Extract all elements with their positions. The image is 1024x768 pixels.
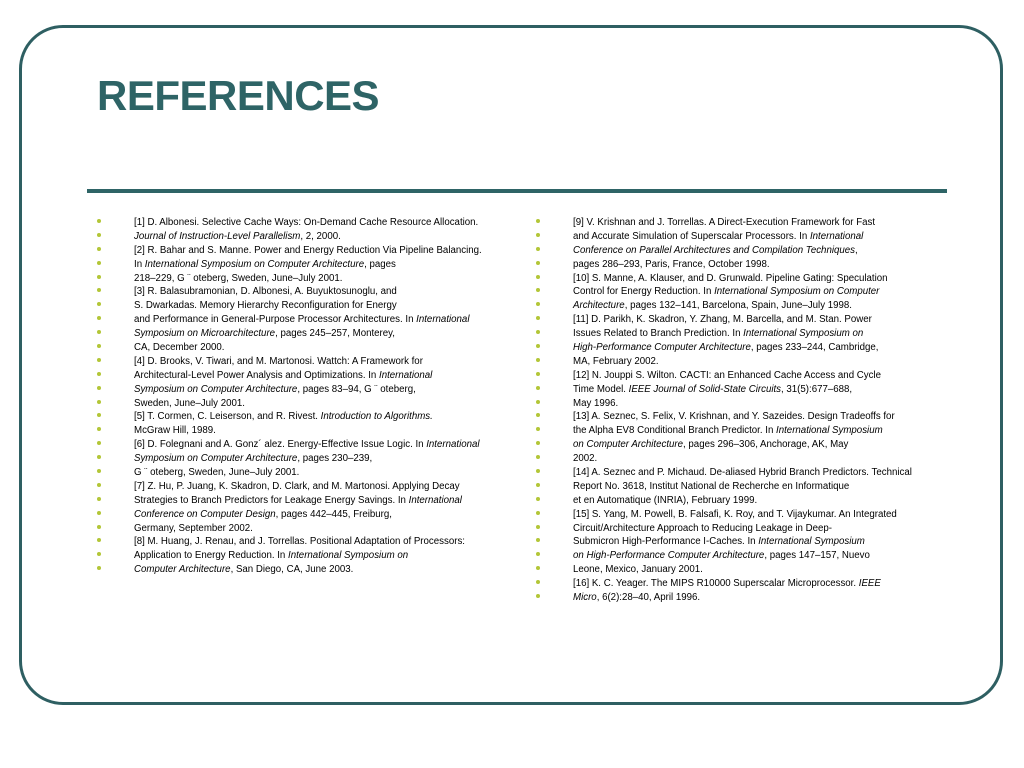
bullet-icon [97, 511, 101, 515]
reference-line [97, 550, 497, 561]
reference-text: [11] D. Parikh, K. Skadron, Y. Zhang, M. Barcella, and M. Stan. Power [573, 314, 872, 326]
bullet-icon [536, 469, 540, 473]
reference-line [97, 231, 497, 242]
bullet-icon [536, 455, 540, 459]
reference-text: MA, February 2002. [573, 355, 659, 367]
reference-text: CA, December 2000. [134, 342, 225, 354]
reference-line [97, 370, 497, 381]
reference-text: 218–229, G ¨ oteberg, Sweden, June–July 2001. [134, 272, 343, 284]
reference-line [97, 536, 497, 547]
title-divider [87, 189, 947, 193]
bullet-icon [97, 566, 101, 570]
bullet-icon [536, 511, 540, 515]
bullet-icon [536, 497, 540, 501]
bullet-icon [536, 594, 540, 598]
reference-line [536, 398, 946, 409]
reference-italic-text: on Computer Architecture [573, 439, 684, 451]
reference-line [97, 314, 497, 325]
reference-line [97, 273, 497, 284]
bullet-icon [97, 427, 101, 431]
bullet-icon [97, 372, 101, 376]
bullet-icon [536, 261, 540, 265]
bullet-icon [536, 302, 540, 306]
reference-text: [14] A. Seznec and P. Michaud. De-aliased Hybrid Branch Predictors. Technical [573, 467, 912, 479]
reference-line [97, 398, 497, 409]
reference-line [97, 286, 497, 297]
reference-italic-text: Symposium on Computer Architecture [134, 383, 298, 395]
reference-text: , [855, 244, 858, 256]
reference-text: Issues Related to Branch Prediction. In [573, 328, 744, 340]
reference-line [536, 592, 946, 603]
reference-line [536, 273, 946, 284]
reference-italic-text: Conference on Computer Design [134, 508, 276, 520]
reference-italic-text: IEEE [858, 578, 881, 590]
reference-text: [10] S. Manne, A. Klauser, and D. Grunwald. Pipeline Gating: Speculation [573, 272, 888, 284]
reference-line [536, 453, 946, 464]
bullet-icon [536, 372, 540, 376]
bullet-icon [97, 538, 101, 542]
reference-text: [5] T. Cormen, C. Leiserson, and R. Rivest. [134, 411, 321, 423]
bullet-icon [536, 525, 540, 529]
reference-line [536, 536, 946, 547]
reference-text: McGraw Hill, 1989. [134, 425, 216, 437]
reference-line [97, 342, 497, 353]
reference-line [536, 300, 946, 311]
reference-text: , San Diego, CA, June 2003. [230, 564, 354, 576]
reference-italic-text: Micro [573, 592, 597, 604]
reference-text: [4] D. Brooks, V. Tiwari, and M. Martonosi. Wattch: A Framework for [134, 355, 423, 367]
reference-text: [9] V. Krishnan and J. Torrellas. A Direct-Execution Framework for Fast [573, 217, 876, 228]
reference-line [536, 550, 946, 561]
reference-line [97, 564, 497, 575]
reference-italic-text: International [408, 494, 462, 506]
reference-italic-text: IEEE Journal of Solid-State Circuits [628, 383, 782, 395]
reference-italic-text: Architecture [573, 300, 625, 312]
reference-text: , pages 83–94, G ¨ oteberg, [297, 383, 416, 395]
reference-text: , pages 296–306, Anchorage, AK, May [683, 439, 849, 451]
bullet-icon [536, 219, 540, 223]
reference-text: [1] D. Albonesi. Selective Cache Ways: On-Demand Cache Resource Allocation. [134, 217, 479, 228]
bullet-icon [536, 427, 540, 431]
reference-line [97, 481, 497, 492]
reference-line [97, 328, 497, 339]
bullet-icon [97, 400, 101, 404]
reference-text: [13] A. Seznec, S. Felix, V. Krishnan, and Y. Sazeides. Design Tradeoffs for [573, 411, 895, 423]
reference-italic-text: International [379, 369, 433, 381]
reference-italic-text: on High-Performance Computer Architecture [573, 550, 765, 562]
reference-text: , pages 442–445, Freiburg, [275, 508, 392, 520]
reference-text: pages 286–293, Paris, France, October 1998. [573, 258, 770, 270]
bullet-icon [536, 275, 540, 279]
bullet-icon [536, 288, 540, 292]
bullet-icon [97, 525, 101, 529]
reference-text: , 2, 2000. [300, 230, 341, 242]
reference-text: et en Automatique (INRIA), February 1999. [573, 494, 758, 506]
reference-line [536, 370, 946, 381]
reference-line [536, 523, 946, 534]
reference-text: , pages 233–244, Cambridge, [750, 342, 879, 354]
reference-text: , pages 132–141, Barcelona, Spain, June–July 1998. [624, 300, 852, 312]
bullet-icon [97, 344, 101, 348]
reference-line [536, 231, 946, 242]
reference-italic-text: International Symposium on [288, 550, 409, 562]
bullet-icon [97, 233, 101, 237]
bullet-icon [97, 469, 101, 473]
reference-line [536, 481, 946, 492]
bullet-icon [536, 247, 540, 251]
reference-text: , 31(5):677–688, [781, 383, 853, 395]
reference-text: Control for Energy Reduction. In [573, 286, 715, 298]
reference-line [97, 259, 497, 270]
reference-text: G ¨ oteberg, Sweden, June–July 2001. [134, 467, 300, 479]
bullet-icon [97, 247, 101, 251]
reference-line [97, 495, 497, 506]
bullet-icon [97, 219, 101, 223]
bullet-icon [97, 261, 101, 265]
bullet-icon [536, 552, 540, 556]
bullet-icon [536, 441, 540, 445]
reference-line [97, 217, 497, 228]
bullet-icon [536, 413, 540, 417]
reference-text: Report No. 3618, Institut National de Recherche en Informatique [573, 480, 850, 492]
reference-line [97, 439, 497, 450]
bullet-icon [97, 441, 101, 445]
reference-line [536, 495, 946, 506]
reference-text: 2002. [573, 453, 598, 465]
reference-text: [8] M. Huang, J. Renau, and J. Torrellas. Positional Adaptation of Processors: [134, 536, 465, 548]
bullet-icon [536, 316, 540, 320]
reference-italic-text: Computer Architecture [134, 564, 231, 576]
reference-line [536, 314, 946, 325]
reference-italic-text: International [416, 314, 470, 326]
references-left-column [97, 217, 497, 578]
reference-text: and Performance in General-Purpose Processor Architectures. In [134, 314, 417, 326]
reference-text: [7] Z. Hu, P. Juang, K. Skadron, D. Clark, and M. Martonosi. Applying Decay [134, 480, 460, 492]
reference-line [97, 411, 497, 422]
reference-line [97, 245, 497, 256]
reference-line [536, 384, 946, 395]
reference-italic-text: International [426, 439, 480, 451]
reference-text: the Alpha EV8 Conditional Branch Predictor. In [573, 425, 777, 437]
reference-text: Sweden, June–July 2001. [134, 397, 245, 409]
bullet-icon [97, 316, 101, 320]
reference-text: Application to Energy Reduction. In [134, 550, 289, 562]
reference-text: , pages [364, 258, 396, 270]
bullet-icon [536, 233, 540, 237]
reference-line [536, 509, 946, 520]
reference-line [536, 439, 946, 450]
reference-text: and Accurate Simulation of Superscalar Processors. In [573, 230, 810, 242]
reference-text: Circuit/Architecture Approach to Reducing Leakage in Deep- [573, 522, 833, 534]
bullet-icon [536, 386, 540, 390]
bullet-icon [97, 275, 101, 279]
reference-text: [12] N. Jouppi S. Wilton. CACTI: an Enhanced Cache Access and Cycle [573, 369, 881, 381]
bullet-icon [536, 538, 540, 542]
reference-line [536, 467, 946, 478]
reference-line [536, 425, 946, 436]
bullet-icon [97, 455, 101, 459]
reference-line [97, 300, 497, 311]
reference-line [97, 523, 497, 534]
reference-text: Architectural-Level Power Analysis and Optimizations. In [134, 369, 379, 381]
reference-italic-text: International Symposium [776, 425, 883, 437]
bullet-icon [97, 302, 101, 306]
reference-text: [3] R. Balasubramonian, D. Albonesi, A. Buyuktosunoglu, and [134, 286, 397, 298]
reference-line [536, 259, 946, 270]
reference-line [536, 217, 946, 228]
reference-line [97, 453, 497, 464]
references-right-column [536, 217, 946, 606]
bullet-icon [97, 288, 101, 292]
reference-italic-text: Journal of Instruction-Level Parallelism [134, 230, 301, 242]
bullet-icon [536, 344, 540, 348]
reference-line [536, 342, 946, 353]
reference-line [536, 328, 946, 339]
reference-line [536, 564, 946, 575]
reference-italic-text: International Symposium on [743, 328, 864, 340]
reference-line [536, 411, 946, 422]
reference-text: May 1996. [573, 397, 619, 409]
reference-line [97, 467, 497, 478]
reference-text: S. Dwarkadas. Memory Hierarchy Reconfiguration for Energy [134, 300, 397, 312]
reference-italic-text: International Symposium [758, 536, 865, 548]
reference-italic-text: International Symposium on Computer Architecture [144, 258, 365, 270]
reference-text: Time Model. [573, 383, 629, 395]
reference-text: Submicron High-Performance I-Caches. In [573, 536, 759, 548]
reference-line [97, 384, 497, 395]
bullet-icon [97, 552, 101, 556]
reference-text: [2] R. Bahar and S. Manne. Power and Energy Reduction Via Pipeline Balancing. [134, 244, 482, 256]
bullet-icon [536, 580, 540, 584]
reference-italic-text: High-Performance Computer Architecture [573, 342, 751, 354]
reference-line [536, 286, 946, 297]
reference-text: Leone, Mexico, January 2001. [573, 564, 703, 576]
reference-text: Strategies to Branch Predictors for Leakage Energy Savings. In [134, 494, 409, 506]
bullet-icon [97, 497, 101, 501]
reference-italic-text: International [809, 230, 864, 242]
bullet-icon [97, 330, 101, 334]
reference-line [536, 245, 946, 256]
bullet-icon [97, 413, 101, 417]
reference-text: , pages 230–239, [297, 453, 373, 465]
reference-italic-text: Symposium on Computer Architecture [134, 453, 298, 465]
reference-text: , pages 245–257, Monterey, [275, 328, 395, 340]
reference-text: [15] S. Yang, M. Powell, B. Falsafi, K. Roy, and T. Vijaykumar. An Integrated [573, 508, 897, 520]
bullet-icon [536, 358, 540, 362]
bullet-icon [536, 330, 540, 334]
bullet-icon [536, 400, 540, 404]
reference-text: Germany, September 2002. [134, 522, 253, 534]
reference-italic-text: Introduction to Algorithms. [320, 411, 433, 423]
reference-line [97, 425, 497, 436]
reference-italic-text: Conference on Parallel Architectures and Compilation Techniques [573, 244, 855, 256]
reference-line [97, 356, 497, 367]
reference-text: [16] K. C. Yeager. The MIPS R10000 Superscalar Microprocessor. [573, 578, 859, 590]
bullet-icon [536, 483, 540, 487]
reference-text: In [134, 258, 145, 270]
bullet-icon [97, 386, 101, 390]
reference-text: , pages 147–157, Nuevo [764, 550, 870, 562]
reference-line [536, 578, 946, 589]
bullet-icon [97, 483, 101, 487]
bullet-icon [97, 358, 101, 362]
reference-text: , 6(2):28–40, April 1996. [596, 592, 701, 604]
bullet-icon [536, 566, 540, 570]
reference-line [536, 356, 946, 367]
reference-text: [6] D. Folegnani and A. Gonz´ alez. Energy-Effective Issue Logic. In [134, 439, 427, 451]
reference-line [97, 509, 497, 520]
reference-italic-text: International Symposium on Computer [714, 286, 880, 298]
slide-title: REFERENCES [97, 72, 380, 119]
reference-italic-text: Symposium on Microarchitecture [134, 328, 276, 340]
